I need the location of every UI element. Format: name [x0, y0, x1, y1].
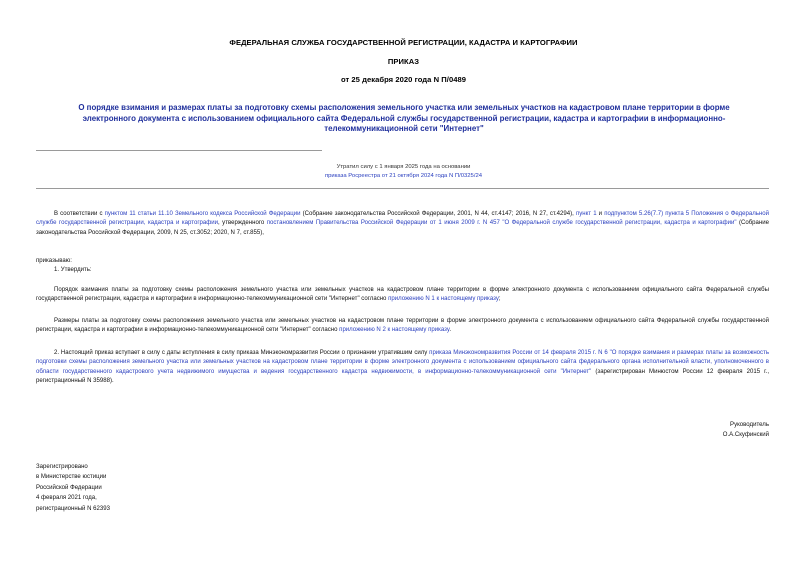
- registration-line: 4 февраля 2021 года,: [36, 495, 97, 502]
- land-code-link[interactable]: пунктом 11 статьи 11.10 Земельного кодекса Российской Федерации: [104, 211, 301, 217]
- title-line: телекоммуникационной сети "Интернет": [324, 124, 484, 134]
- text-span: (Собрание законодательства Российской Федерации, 2001, N 44, ст.4147; 2016, N 27, ст.4294),: [300, 211, 576, 217]
- status-note: [0, 163, 807, 181]
- title-line: электронного документа с использованием официального сайта Федеральной службы государственной регистрации, кадастра и картографии в информационно-: [82, 113, 726, 123]
- order-date-number: от 25 декабря 2020 года N П/0489: [340, 75, 467, 84]
- procedure-paragraph: [36, 286, 769, 305]
- order-word: приказываю:: [36, 258, 72, 264]
- registration-line: Российской Федерации: [36, 484, 102, 491]
- signatory-name: О.А.Скуфинский: [722, 432, 769, 438]
- point-1-link[interactable]: пункт 1: [575, 211, 597, 217]
- text-span: .: [449, 327, 451, 334]
- document-title[interactable]: [34, 103, 774, 135]
- text-span: ;: [498, 296, 501, 303]
- text-span: , утвержденного: [218, 220, 267, 227]
- approve-clause: 1. Утвердить:: [54, 267, 92, 273]
- agency-heading: ФЕДЕРАЛЬНАЯ СЛУЖБА ГОСУДАРСТВЕННОЙ РЕГИСТРАЦИИ, КАДАСТРА И КАРТОГРАФИИ: [229, 38, 578, 47]
- regulation-subpoint-link[interactable]: подпунктом 5.26(7.7) пункта 5 Положения о Федеральной службе государственной регистрации, кадастра и картографии: [36, 211, 769, 227]
- doc-type-heading: ПРИКАЗ: [387, 57, 420, 66]
- text-span: (зарегистрирован Минюстом России 12 февраля 2015 г., регистрационный N 35988).: [36, 368, 769, 384]
- text-span: (Собрание законодательства Российской Федерации, 2009, N 25, ст.3052; 2020, N 7, ст.855),: [36, 220, 769, 236]
- registration-line: регистрационный N 62393: [36, 505, 110, 512]
- text-span: 2. Настоящий приказ вступает в силу с даты вступления в силу приказа Минэкономразвития России о признании утратившим силу: [54, 350, 430, 356]
- appendix-2-link[interactable]: приложению N 2 к настоящему приказу: [339, 327, 450, 334]
- registration-block: [36, 462, 110, 514]
- divider: [36, 150, 322, 151]
- government-decree-link[interactable]: постановлением Правительства Российской Федерации от 1 июня 2009 г. N 457 "О Федеральной службе государственной регистрации, кадастра и картографии": [266, 220, 737, 227]
- effective-date-paragraph: [36, 349, 769, 386]
- ministry-order-link[interactable]: приказа Минэкономразвития России от 14 февраля 2015 г. N 6 "О порядке взимания и размерах платы за возможность подготовки схемы расположения земельного участка или земельных участков на кадастровом плане территории в форме электронного документа с использованием официального сайта федерального органа исполнительной власти, уполномоченного в области государственного кадастрового учета недвижимого имущества и ведения государственного кадастра недвижимости, в информационно-телекоммуникационной сети "Интернет": [36, 350, 769, 375]
- fees-paragraph: [36, 317, 769, 336]
- signatory-role: Руководитель: [730, 422, 769, 428]
- registration-line: в Министерстве юстиции: [36, 474, 107, 481]
- text-span: и: [596, 211, 605, 217]
- text-span: В соответствии с: [54, 211, 105, 217]
- text-span: Размеры платы за подготовку схемы расположения земельного участка или земельных участков на кадастровом плане территории в форме электронного документа с использованием официального сайта Федеральной службы государственной регистрации, кадастра и картографии в информационно-телекоммуникационной сети "Интернет" согласно: [36, 318, 769, 334]
- registration-line: Зарегистрировано: [36, 464, 88, 470]
- appendix-1-link[interactable]: приложению N 1 к настоящему приказу: [388, 296, 499, 303]
- preamble-paragraph: [36, 210, 769, 238]
- divider: [36, 188, 769, 189]
- text-span: Порядок взимания платы за подготовку схемы расположения земельного участка или земельных участков на кадастровом плане территории в форме электронного документа с использованием официального сайта Федеральной службы государственной регистрации, кадастра и картографии в информационно-телекоммуникационной сети "Интернет" согласно: [36, 287, 769, 303]
- signature-block: [723, 420, 769, 440]
- status-note-text: Утратил силу с 1 января 2025 года на основании: [336, 164, 471, 170]
- title-line: О порядке взимания и размерах платы за подготовку схемы расположения земельного участка или земельных участков на кадастровом плане территории в форме: [78, 103, 730, 112]
- repeal-order-link[interactable]: приказа Росреестра от 21 октября 2024 года N П/0325/24: [324, 173, 483, 179]
